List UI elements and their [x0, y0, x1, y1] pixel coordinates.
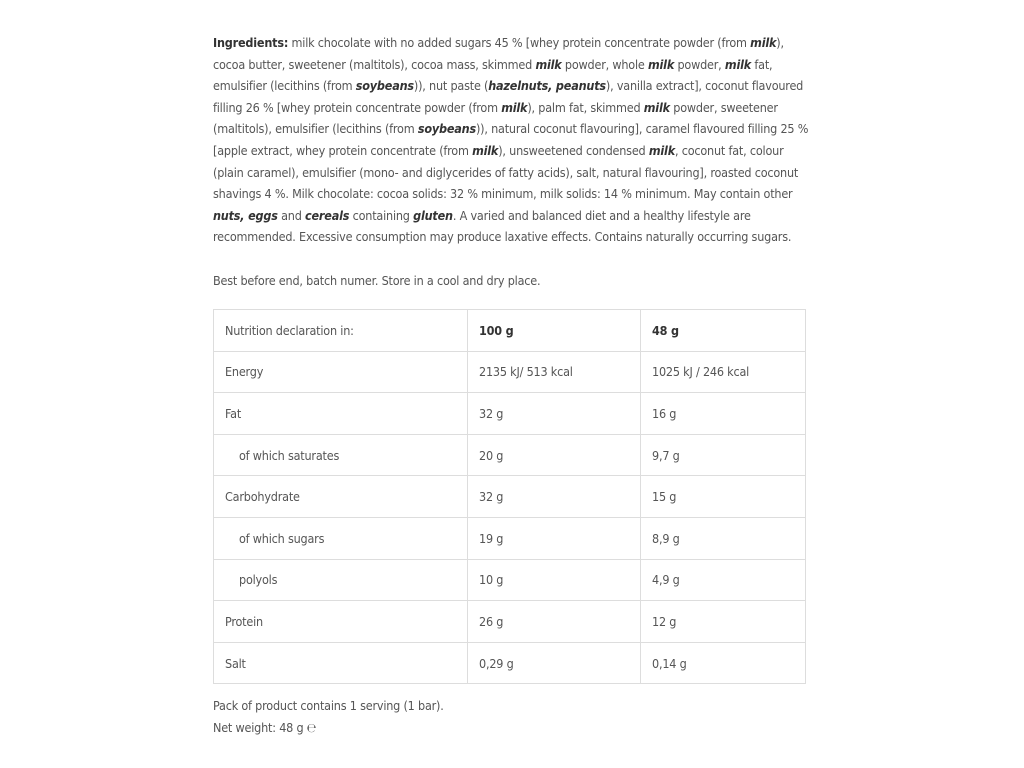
value-per-serving: 16 g — [641, 393, 806, 435]
allergen-text: milk — [472, 142, 499, 158]
value-per-serving: 0,14 g — [641, 642, 806, 684]
nutrient-label: polyols — [214, 559, 468, 601]
nutrient-label: of which saturates — [214, 434, 468, 476]
ingredients-text: ), palm fat, skimmed — [527, 99, 644, 115]
value-per-100g: 10 g — [468, 559, 641, 601]
allergen-text: hazelnuts, peanuts — [488, 78, 606, 94]
ingredients-text: powder, sweetener (maltitols), emulsifier (lecithins (from — [213, 99, 778, 137]
allergen-text: milk — [501, 99, 528, 115]
ingredients-text: powder, whole — [561, 56, 648, 72]
ingredients-text: )), natural coconut flavouring], caramel flavoured filling 25 % [apple extract, whey protein concentrate (from — [213, 121, 809, 158]
header-per-100g: 100 g — [468, 310, 641, 352]
allergen-text: milk — [750, 35, 777, 50]
ingredients-text: ), cocoa butter, sweetener (maltitols), cocoa mass, skimmed — [213, 35, 784, 72]
pack-info: Pack of product contains 1 serving (1 bar). — [213, 698, 444, 713]
nutrient-label: Fat — [214, 393, 468, 435]
header-label: Nutrition declaration in: — [214, 310, 468, 352]
table-row — [214, 559, 806, 601]
value-per-serving: 9,7 g — [641, 434, 806, 476]
value-per-100g: 19 g — [468, 517, 641, 559]
storage-note: Best before end, batch numer. Store in a cool and dry place. — [213, 273, 541, 288]
header-per-serving: 48 g — [641, 310, 806, 352]
allergen-text: milk — [535, 56, 562, 72]
allergen-text: milk — [648, 56, 675, 72]
ingredients-text: containing — [349, 207, 414, 223]
ingredients-text: milk chocolate with no added sugars 45 % [whey protein concentrate powder (from — [288, 35, 751, 50]
table-row — [214, 517, 806, 559]
nutrition-table — [213, 309, 806, 684]
allergen-text: milk — [724, 56, 752, 72]
value-per-serving: 12 g — [641, 601, 806, 643]
allergen-text: nuts, eggs — [213, 207, 278, 223]
ingredients-heading: Ingredients: — [213, 35, 289, 50]
nutrient-label: Carbohydrate — [214, 476, 468, 518]
value-per-100g: 32 g — [468, 393, 641, 435]
allergen-text: milk — [648, 142, 675, 158]
ingredients-text: )), nut paste ( — [413, 78, 489, 94]
allergen-text: soybeans — [417, 121, 476, 137]
nutrient-label: Salt — [214, 642, 468, 684]
ingredients-text: ), vanilla extract], coconut flavoured filling 26 % [whey protein concentrate powder (from — [213, 78, 804, 115]
table-row — [214, 351, 806, 393]
nutrient-label: of which sugars — [214, 517, 468, 559]
ingredients-text: , coconut fat, colour (plain caramel), emulsifier (mono- and diglycerides of fatty acids), salt, natural flavouring], roasted coconut shavings 4 %. Milk chocolate: cocoa solids: 32 % minimum, milk solids: 14 % minimum. May contain other — [213, 142, 799, 202]
value-per-serving: 8,9 g — [641, 517, 806, 559]
table-header-row — [214, 310, 806, 352]
allergen-text: cereals — [305, 207, 350, 223]
value-per-serving: 4,9 g — [641, 559, 806, 601]
nutrient-label: Protein — [214, 601, 468, 643]
value-per-100g: 32 g — [468, 476, 641, 518]
ingredients-text: fat, emulsifier (lecithins (from — [213, 56, 773, 94]
table-row — [214, 434, 806, 476]
net-weight: Net weight: 48 g ℮ — [213, 719, 317, 735]
value-per-serving: 1025 kJ / 246 kcal — [641, 351, 806, 393]
table-row — [214, 601, 806, 643]
ingredients-text: . A varied and balanced diet and a healthy lifestyle are recommended. Excessive consumption may produce laxative effects. Contains naturally occurring sugars. — [213, 207, 792, 245]
value-per-100g: 2135 kJ/ 513 kcal — [468, 351, 641, 393]
nutrient-label: Energy — [214, 351, 468, 393]
allergen-text: gluten — [413, 207, 453, 223]
ingredients-text: ), unsweetened condensed — [498, 142, 649, 158]
value-per-100g: 0,29 g — [468, 642, 641, 684]
footer-info — [213, 695, 444, 738]
ingredients-text: and — [277, 207, 306, 223]
value-per-100g: 20 g — [468, 434, 641, 476]
table-row — [214, 476, 806, 518]
ingredients-text: powder, — [674, 56, 725, 72]
value-per-serving: 15 g — [641, 476, 806, 518]
table-row — [214, 393, 806, 435]
allergen-text: milk — [643, 99, 670, 115]
table-row — [214, 642, 806, 684]
allergen-text: soybeans — [355, 78, 414, 94]
value-per-100g: 26 g — [468, 601, 641, 643]
ingredients-paragraph — [213, 32, 813, 248]
